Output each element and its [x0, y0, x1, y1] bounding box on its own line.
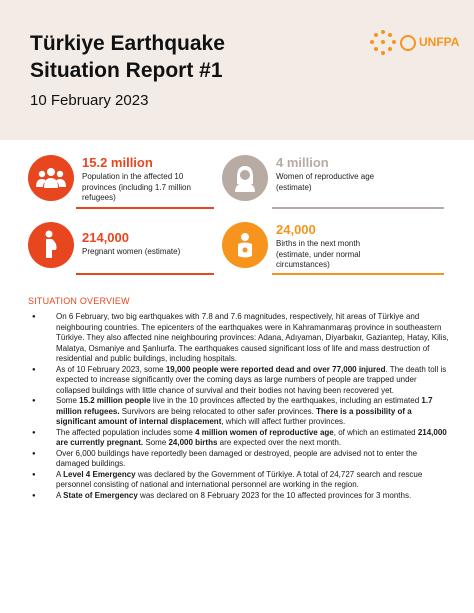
stat-line: Women of reproductive age	[276, 172, 375, 181]
overview-bullet	[32, 365, 452, 397]
bullet-bold-text: 214,000 are currently pregnant.	[56, 427, 447, 447]
stat-description	[82, 172, 222, 204]
bullet-text: On 6 February, two big earthquakes with 7.8 and 7.6 magnitudes, respectively, hit areas of Türkiye and neighbouring countries. The epicenters of the earthquakes were in Kahramanmaraş province in southeastern Türkiye. They also affected nine neighbouring provinces: Adana, Adıyaman, Diyarbakır, Gaziantep, Hatay, Kilis, Malatya, Osmaniye and Şanlıurfa. The earthquakes caused significant loss of life and mass destruction of residential and public buildings, including hospitals.	[56, 312, 449, 363]
stat-divider	[76, 273, 214, 275]
stat-line: (estimate, under normal	[276, 249, 361, 259]
report-title	[30, 30, 225, 84]
overview-bullet	[32, 470, 452, 491]
bullet-bold-text: Level 4 Emergency	[63, 469, 136, 479]
title-line-1: Türkiye Earthquake	[30, 32, 225, 55]
stat-number: 15.2 million	[82, 155, 153, 170]
stat-description	[276, 239, 446, 271]
bullet-text: live in the 10 provinces affected by the earthquakes, including an estimated	[150, 396, 422, 405]
stat-description	[82, 247, 222, 258]
baby-icon	[222, 222, 268, 268]
bullet-bold-text: 24,000 births	[168, 438, 218, 447]
stat-divider	[272, 207, 444, 209]
un-emblem-icon	[400, 35, 416, 51]
situation-overview-list	[32, 312, 452, 501]
stat-line: refugees)	[82, 193, 116, 202]
overview-bullet	[32, 312, 452, 365]
bullet-text: are expected over the next month.	[217, 438, 342, 447]
stat-line: circumstances)	[276, 260, 330, 269]
stat-women	[222, 155, 452, 213]
bullet-text: Over 6,000 buildings have reportedly been damaged or destroyed, people are advised not to enter the damaged buildings.	[56, 448, 418, 468]
bullet-text: Survivors are being relocated to other safer provinces.	[119, 406, 317, 416]
stat-number: 4 million	[276, 155, 329, 170]
section-heading: SITUATION OVERVIEW	[28, 296, 130, 306]
bullet-bold-text: 15.2 million people	[79, 396, 151, 405]
stat-line: Pregnant women (estimate)	[82, 247, 181, 256]
stat-divider	[272, 273, 444, 275]
stat-line: provinces (including 1.7 million	[82, 182, 191, 192]
bullet-bold-text: 1.7 million refugees.	[56, 396, 433, 416]
report-header	[0, 0, 474, 140]
title-line-2: Situation Report #1	[30, 59, 223, 82]
stat-population	[28, 155, 218, 213]
logo-dots-icon	[370, 30, 396, 56]
woman-icon	[222, 155, 268, 201]
overview-bullet	[32, 396, 452, 428]
bullet-bold-text: State of Emergency	[63, 490, 138, 500]
stat-line: Population in the affected 10	[82, 172, 184, 181]
overview-bullet	[32, 449, 452, 470]
bullet-text: . The death toll is expected to increase significantly over the coming days as large numbers of people are trapped under collapsed buildings with little chance of survival and their bodies not having been recovered yet.	[56, 364, 447, 395]
bullet-text: Some	[56, 396, 80, 405]
bullet-text: , which will affect further provinces.	[221, 417, 346, 426]
overview-bullet	[32, 428, 452, 449]
bullet-bold-text: There is a possibility of a significant amount of internal displacement	[56, 406, 412, 426]
bullet-text: A	[56, 469, 64, 479]
stat-pregnant	[28, 222, 218, 280]
stat-number: 24,000	[276, 222, 316, 237]
unfpa-logo	[370, 30, 474, 58]
stat-births	[222, 222, 452, 280]
bullet-text: As of 10 February 2023, some	[56, 364, 166, 374]
stat-divider	[76, 207, 214, 209]
bullet-text: was declared by the Government of Türkiye. A total of 24,727 search and rescue personnel consisting of national and international personnel are working in the region.	[56, 469, 423, 489]
pregnant-woman-icon	[28, 222, 74, 268]
bullet-text: Some	[143, 438, 169, 447]
people-group-icon	[28, 155, 74, 201]
report-date: 10 February 2023	[30, 92, 149, 109]
bullet-text: The affected population includes some	[56, 427, 196, 437]
logo-text: UNFPA	[419, 35, 460, 49]
bullet-text: was declared on 8 February 2023 for the 10 affected provinces for 3 months.	[137, 490, 412, 500]
bullet-text: , of which an estimated	[333, 427, 418, 437]
overview-bullet	[32, 491, 452, 502]
bullet-bold-text: 19,000 people were reported dead and over 77,000 injured	[165, 364, 386, 374]
bullet-bold-text: 4 million women of reproductive age	[195, 427, 334, 437]
stat-line: Births in the next month	[276, 239, 361, 248]
bullet-text: A	[56, 490, 64, 500]
stat-number: 214,000	[82, 230, 129, 245]
stat-line: (estimate)	[276, 182, 312, 192]
stat-description	[276, 172, 446, 193]
